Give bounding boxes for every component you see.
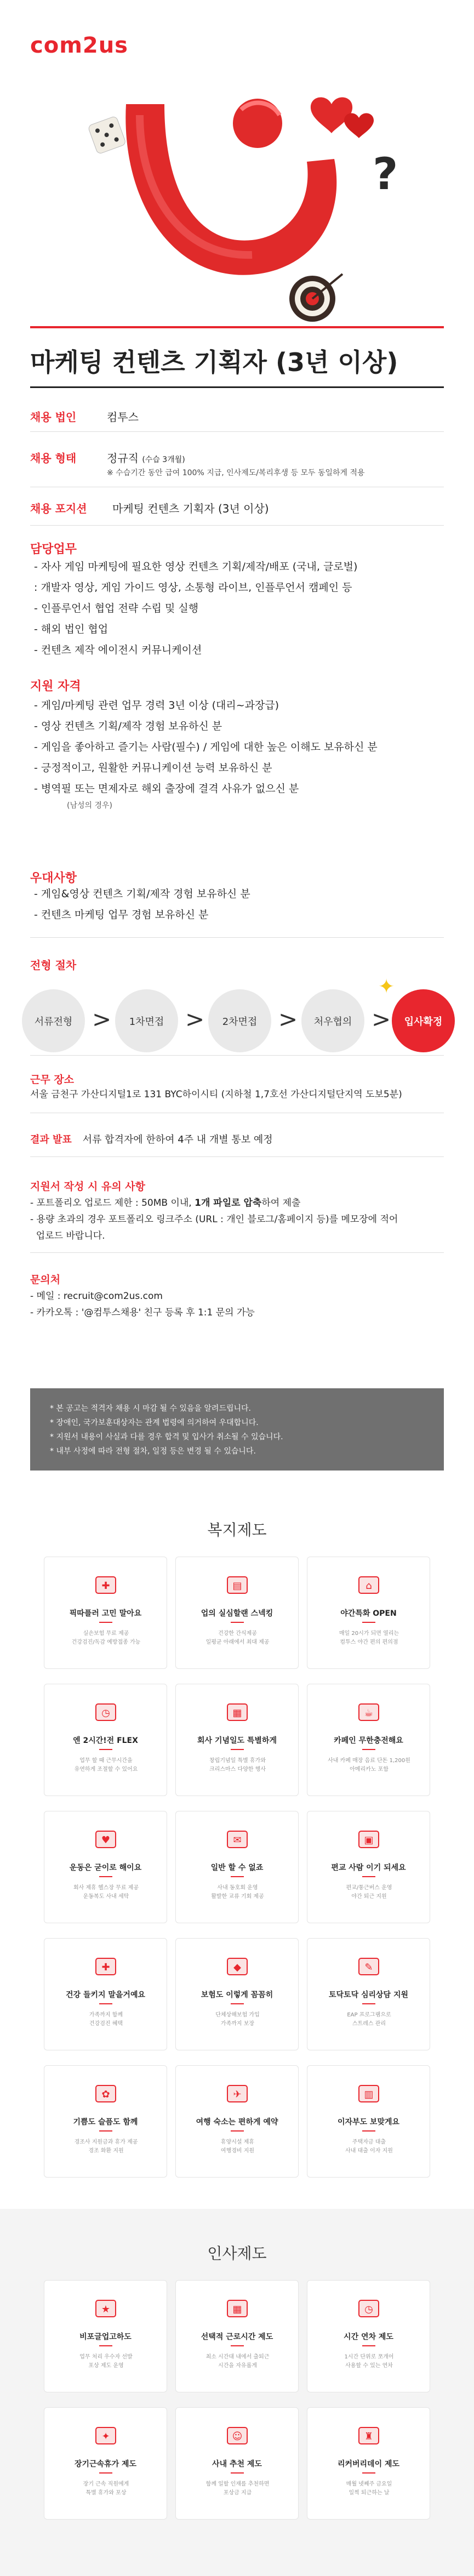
benefit-underline bbox=[99, 1876, 112, 1877]
contact-kakao: - 카카오톡 : '@컴투스채용' 친구 등록 후 1:1 문의 가능 bbox=[30, 1307, 255, 1318]
benefit-underline bbox=[99, 2130, 112, 2132]
timer-icon bbox=[357, 2296, 381, 2320]
apply-notes-title: 지원서 작성 시 유의 사항 bbox=[30, 1181, 145, 1193]
notice-box bbox=[30, 1388, 444, 1471]
company-logo[interactable]: com2us bbox=[30, 33, 128, 58]
benefit-underline bbox=[231, 2003, 244, 2004]
travel-icon bbox=[225, 2081, 249, 2105]
benefit-desc: 창립기념일 특별 휴가와 크리스마스 다양한 행사 bbox=[209, 1758, 266, 1773]
apply-note-1 bbox=[30, 1195, 300, 1211]
benefit-underline bbox=[231, 2345, 244, 2346]
benefit-title: 보험도 이렇게 꼼꼼히 bbox=[201, 1991, 273, 1999]
benefit-title: 비포글업고하도 bbox=[79, 2333, 132, 2341]
benefit-underline bbox=[231, 1876, 244, 1877]
benefit-title: 편교 사람 이기 되세요 bbox=[331, 1863, 406, 1872]
company-value: 컴투스 bbox=[107, 411, 139, 424]
section-divider bbox=[30, 1156, 444, 1157]
benefit-underline bbox=[362, 1876, 375, 1877]
duty-item: - 컨텐츠 제작 에이전시 커뮤니케이션 bbox=[34, 644, 202, 656]
svg-text:✿: ✿ bbox=[101, 2089, 110, 2100]
notice-line: * 장애인, 국가보훈대상자는 관계 법령에 의거하여 우대합니다. bbox=[50, 1418, 259, 1427]
benefit-title: 픽따플러 고민 말아요 bbox=[69, 1609, 142, 1618]
benefit-card bbox=[175, 1684, 299, 1796]
benefit-underline bbox=[362, 1622, 375, 1623]
bus-icon bbox=[357, 1827, 381, 1851]
position-row bbox=[30, 500, 444, 527]
preferred-title: 우대사항 bbox=[30, 871, 77, 885]
benefit-desc: 편교/통근버스 운영 야간 퇴근 지원 bbox=[346, 1885, 392, 1900]
arrow-icon: > bbox=[372, 1006, 391, 1033]
hr-title: 인사제도 bbox=[207, 2244, 267, 2262]
benefit-underline bbox=[362, 2472, 375, 2474]
qualifications-list bbox=[34, 695, 378, 812]
process-step: 2차면접 bbox=[208, 989, 271, 1052]
meal-card-icon bbox=[225, 1572, 249, 1597]
benefit-card bbox=[307, 1557, 430, 1669]
process-step: 처우협의 bbox=[301, 989, 364, 1052]
svg-text:✦: ✦ bbox=[101, 2431, 110, 2442]
benefit-card bbox=[44, 2065, 167, 2178]
type-note: ※ 수습기간 동안 급여 100% 지급, 인사제도/복리후생 등 모두 동일하게 적용 bbox=[107, 469, 365, 477]
benefit-card bbox=[44, 2280, 167, 2392]
section-divider bbox=[30, 937, 444, 938]
medical-icon bbox=[94, 1572, 118, 1597]
apply-note-1-bold: 1개 파일로 압축 bbox=[195, 1198, 262, 1209]
gift-icon bbox=[225, 1827, 249, 1851]
benefit-title: 운동은 굳이로 해이요 bbox=[69, 1863, 142, 1872]
svg-text:✎: ✎ bbox=[364, 1962, 373, 1973]
position-label: 채용 포지션 bbox=[30, 502, 87, 515]
welfare-title: 복지제도 bbox=[207, 1521, 267, 1539]
coffee-icon bbox=[357, 1700, 381, 1724]
benefit-desc: EAP 프로그램으로 스트레스 관리 bbox=[347, 2012, 391, 2027]
benefit-card bbox=[44, 2407, 167, 2520]
benefit-title: 야간특화 OPEN bbox=[340, 1609, 397, 1618]
benefit-title: 건강 들키지 말을거예요 bbox=[66, 1991, 145, 1999]
arrow-icon: > bbox=[278, 1006, 298, 1033]
svg-text:◷: ◷ bbox=[364, 2304, 373, 2315]
location-title: 근무 장소 bbox=[30, 1074, 75, 1086]
benefit-underline bbox=[99, 2472, 112, 2474]
benefit-title: 여행 숙소는 편하게 예약 bbox=[196, 2118, 278, 2127]
benefit-underline bbox=[362, 2003, 375, 2004]
building-icon bbox=[357, 2081, 381, 2105]
benefit-card bbox=[175, 2065, 299, 2178]
benefit-underline bbox=[362, 2130, 375, 2132]
company-row bbox=[30, 408, 444, 436]
duties-list bbox=[34, 556, 357, 660]
benefit-title: 회사 기념일도 특별하게 bbox=[197, 1736, 277, 1745]
benefit-card bbox=[44, 1938, 167, 2050]
process-title: 전형 절차 bbox=[30, 959, 77, 972]
qualification-item: - 게임/마케팅 관련 업무 경력 3년 이상 (대리~과장급) bbox=[34, 699, 279, 711]
benefit-title: 일반 할 수 없죠 bbox=[210, 1863, 264, 1872]
svg-text:✚: ✚ bbox=[101, 1580, 110, 1592]
benefit-title: 기쁨도 슬픔도 함께 bbox=[73, 2118, 138, 2127]
benefit-desc: 실손보험 무료 제공 건강검진/독감 예방접종 가능 bbox=[71, 1631, 141, 1645]
svg-text:◆: ◆ bbox=[233, 1962, 241, 1973]
calendar-icon bbox=[225, 1700, 249, 1724]
benefit-card bbox=[307, 1811, 430, 1923]
refer-icon bbox=[225, 2423, 249, 2447]
section-divider bbox=[30, 1252, 444, 1253]
benefit-card bbox=[175, 1811, 299, 1923]
benefit-desc: 주택자금 대출 사내 대출 이자 지원 bbox=[345, 2139, 393, 2154]
contact-email[interactable]: - 메일 : recruit@com2us.com bbox=[30, 1291, 163, 1302]
shield-icon bbox=[225, 1954, 249, 1978]
process-step: 1차면접 bbox=[115, 989, 178, 1052]
benefit-title: 선택적 근로시간 제도 bbox=[201, 2333, 273, 2341]
apply-note-3: 업로드 바랍니다. bbox=[30, 1230, 105, 1241]
svg-text:▤: ▤ bbox=[232, 1580, 242, 1592]
svg-text:✚: ✚ bbox=[101, 1962, 110, 1973]
benefit-title: 장기근속휴가 제도 bbox=[74, 2460, 137, 2469]
benefit-title: 사내 추천 제도 bbox=[212, 2460, 262, 2469]
arrow-icon: > bbox=[92, 1006, 112, 1033]
page-title: 마케팅 컨텐츠 기획자 (3년 이상) bbox=[30, 347, 398, 377]
benefit-desc: 경조사 지원금과 휴가 제공 경조 화환 지원 bbox=[74, 2139, 138, 2154]
career-icon bbox=[357, 2423, 381, 2447]
benefit-underline bbox=[99, 2003, 112, 2004]
location-text: 서울 금천구 가산디지털1로 131 BYC하이시티 (지하철 1,7호선 가산디지털단지역 도보5분) bbox=[30, 1089, 402, 1100]
benefit-card bbox=[44, 1557, 167, 1669]
duty-item: : 개발자 영상, 게임 가이드 영상, 소통형 라이브, 인플루언서 캠페인 등 bbox=[34, 582, 352, 594]
benefit-card bbox=[44, 1684, 167, 1796]
type-label: 채용 형태 bbox=[30, 452, 77, 465]
qualification-item: - 영상 컨텐츠 기획/제작 경험 보유하신 분 bbox=[34, 720, 222, 732]
award-icon bbox=[94, 2296, 118, 2320]
duty-item: - 자사 게임 마케팅에 필요한 영상 컨텐츠 기획/제작/배포 (국내, 글로벌) bbox=[34, 561, 358, 573]
benefit-card bbox=[307, 1938, 430, 2050]
benefit-desc: 업무 할 때 근무시간을 유연하게 조절할 수 있어요 bbox=[74, 1758, 138, 1773]
svg-text:☕: ☕ bbox=[364, 1707, 373, 1719]
benefit-desc: 건강한 간식제공 일평균 아래에서 최대 제공 bbox=[205, 1631, 270, 1645]
duties-title: 담당업무 bbox=[30, 543, 77, 556]
benefit-underline bbox=[231, 1749, 244, 1750]
notice-line: * 내부 사정에 따라 전형 절차, 일정 등은 변경 될 수 있습니다. bbox=[50, 1447, 256, 1456]
benefit-desc: 가족까지 함께 건강검진 혜택 bbox=[89, 2012, 123, 2027]
process-step: 서류전형 bbox=[22, 989, 85, 1052]
benefit-card bbox=[175, 2407, 299, 2520]
sparkle-icon: ✦ bbox=[378, 976, 395, 998]
qualification-item: - 병역필 또는 면제자로 해외 출장에 결격 사유가 없으신 분 bbox=[34, 783, 299, 795]
calendar-check-icon bbox=[225, 2296, 249, 2320]
benefit-title: 업의 실심할랜 스넥킹 bbox=[201, 1609, 273, 1618]
process-steps bbox=[22, 976, 455, 1052]
benefit-desc: 휴양시설 제휴 여행경비 지원 bbox=[220, 2139, 255, 2154]
qualification-item: - 게임을 좋아하고 즐기는 사람(필수) / 게임에 대한 높은 이해도 보유하신 분 bbox=[34, 741, 378, 753]
benefit-title: 시간 연차 제도 bbox=[344, 2333, 393, 2341]
benefit-desc: 함께 일할 인재를 추천하면 포상금 지급 bbox=[205, 2481, 270, 2496]
benefit-underline bbox=[231, 2130, 244, 2132]
svg-text:◷: ◷ bbox=[101, 1707, 110, 1719]
title-divider-bottom bbox=[30, 386, 444, 388]
title-divider-top bbox=[30, 326, 444, 328]
arrow-icon: > bbox=[185, 1006, 205, 1033]
result-row bbox=[30, 1132, 273, 1148]
svg-text:▣: ▣ bbox=[363, 1834, 374, 1846]
apply-note-2: - 용량 초과의 경우 포트폴리오 링크주소 (URL : 개인 블로그/홈페이지 등)를 메모장에 적어 bbox=[30, 1214, 398, 1225]
benefit-desc: 단체상해보험 가입 가족까지 보장 bbox=[215, 2012, 260, 2027]
benefit-desc: 사내 카페 매장 음료 단돈 1,200원 아메리카노 포함 bbox=[328, 1758, 410, 1773]
result-text: 서류 합격자에 한하여 4주 내 개별 통보 예정 bbox=[82, 1134, 273, 1145]
notice-line: * 본 공고는 적격자 채용 시 마감 될 수 있음을 알려드립니다. bbox=[50, 1404, 252, 1413]
hr-grid bbox=[44, 2280, 430, 2543]
qualification-item: - 긍정적이고, 원활한 커뮤니케이션 능력 보유하신 분 bbox=[34, 762, 272, 774]
type-main: 정규직 bbox=[107, 452, 139, 465]
benefit-card bbox=[175, 1557, 299, 1669]
welfare-grid bbox=[44, 1557, 430, 2187]
preferred-item: - 컨텐츠 마케팅 업무 경험 보유하신 분 bbox=[34, 909, 209, 921]
notice-line: * 지원서 내용이 사실과 다를 경우 합격 및 입사가 취소될 수 있습니다. bbox=[50, 1433, 283, 1441]
contact-title: 문의처 bbox=[30, 1274, 61, 1286]
birthday-icon bbox=[94, 2081, 118, 2105]
duty-item: - 인플루언서 협업 전략 수립 및 실행 bbox=[34, 602, 199, 614]
benefit-desc: 장기 근속 직원에게 특별 휴가와 포상 bbox=[83, 2481, 129, 2496]
benefit-desc: 1시간 단위로 쪼개어 사용할 수 있는 연차 bbox=[344, 2354, 394, 2369]
ticket-icon bbox=[94, 2423, 118, 2447]
benefit-card bbox=[307, 2407, 430, 2520]
qualifications-title: 지원 자격 bbox=[30, 680, 81, 693]
benefit-underline bbox=[231, 1622, 244, 1623]
benefit-desc: 최소 시간대 내에서 출퇴근 시간을 자유롭게 bbox=[205, 2354, 270, 2369]
benefit-card bbox=[175, 2280, 299, 2392]
benefit-card bbox=[175, 1938, 299, 2050]
benefit-desc: 매월 넷째주 금요일 일찍 퇴근하는 날 bbox=[346, 2481, 392, 2496]
position-value: 마케팅 컨텐츠 기획자 (3년 이상) bbox=[112, 502, 269, 515]
preferred-item: - 게임&영상 컨텐츠 기획/제작 경험 보유하신 분 bbox=[34, 888, 250, 900]
section-divider bbox=[30, 1055, 444, 1056]
benefit-underline bbox=[99, 1622, 112, 1623]
benefit-desc: 사내 동호회 운영 활발한 교류 기회 제공 bbox=[211, 1885, 264, 1900]
benefit-card bbox=[307, 2065, 430, 2178]
heart-icon bbox=[94, 1827, 118, 1851]
duty-item: - 해외 법인 협업 bbox=[34, 623, 108, 635]
chat-icon bbox=[357, 1954, 381, 1978]
svg-text:✉: ✉ bbox=[232, 1834, 242, 1846]
company-label: 채용 법인 bbox=[30, 411, 77, 424]
hero-illustration bbox=[0, 66, 474, 329]
benefit-underline bbox=[231, 2472, 244, 2474]
svg-text:▥: ▥ bbox=[363, 2089, 374, 2100]
hospital-icon bbox=[94, 1954, 118, 1978]
type-value bbox=[107, 449, 185, 465]
benefit-card bbox=[307, 1684, 430, 1796]
benefit-desc: 회사 제휴 헬스장 무료 제공 운동복도 사내 세탁 bbox=[73, 1885, 139, 1900]
benefit-underline bbox=[362, 1749, 375, 1750]
benefit-title: 카페인 무한충전해요 bbox=[334, 1736, 403, 1745]
apply-note-1-pre: - 포트폴리오 업로드 제한 : 50MB 이내, bbox=[30, 1198, 195, 1209]
type-sub: (수습 3개월) bbox=[142, 455, 185, 464]
benefit-title: 이자부도 보맞게요 bbox=[337, 2118, 400, 2127]
svg-text:★: ★ bbox=[101, 2304, 110, 2315]
preferred-list bbox=[34, 884, 250, 925]
benefit-underline bbox=[99, 2345, 112, 2346]
benefit-title: 토닥토닥 심리상담 지원 bbox=[329, 1991, 408, 1999]
svg-text:✈: ✈ bbox=[232, 2089, 242, 2100]
clock-icon bbox=[94, 1700, 118, 1724]
benefit-underline bbox=[362, 2345, 375, 2346]
svg-text:☺: ☺ bbox=[232, 2431, 242, 2442]
svg-text:?: ? bbox=[373, 149, 398, 200]
type-row bbox=[30, 449, 444, 493]
result-label: 결과 발표 bbox=[30, 1134, 72, 1145]
benefit-title: 엔 2시간!전 FLEX bbox=[73, 1736, 138, 1745]
svg-text:♥: ♥ bbox=[101, 1834, 110, 1846]
row-divider bbox=[30, 525, 444, 526]
svg-text:▦: ▦ bbox=[232, 1707, 242, 1719]
benefit-desc: 매일 20시가 되면 열리는 컴투스 야간 편의 편의점 bbox=[339, 1631, 399, 1645]
qualification-sub: (남성의 경우) bbox=[67, 801, 112, 810]
benefit-desc: 업무 처리 우수자 선발 포상 제도 운영 bbox=[79, 2354, 133, 2369]
benefit-card bbox=[44, 1811, 167, 1923]
row-divider bbox=[30, 431, 444, 432]
svg-text:▦: ▦ bbox=[232, 2304, 242, 2315]
apply-note-1-post: 하여 제출 bbox=[261, 1198, 301, 1209]
process-step-final: 입사확정 bbox=[392, 989, 455, 1052]
benefit-card bbox=[307, 2280, 430, 2392]
benefit-underline bbox=[99, 1749, 112, 1750]
shop-icon bbox=[357, 1572, 381, 1597]
benefit-title: 리커버리데이 제도 bbox=[337, 2460, 400, 2469]
svg-text:⌂: ⌂ bbox=[365, 1580, 372, 1592]
svg-text:♜: ♜ bbox=[364, 2431, 373, 2442]
